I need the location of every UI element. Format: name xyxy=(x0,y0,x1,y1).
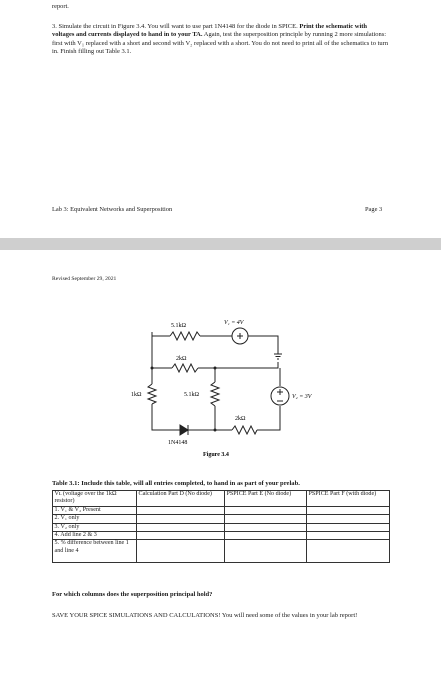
row-label: 1. V₁ & V₂ Present xyxy=(53,506,137,514)
row-label: 3. V₂ only xyxy=(53,523,137,531)
row-label: 4. Add line 2 & 3 xyxy=(53,532,137,540)
label-diode: 1N4148 xyxy=(168,440,188,446)
table-cell[interactable] xyxy=(225,515,307,523)
row-label: 2. V₁ only xyxy=(53,515,137,523)
question-text: For which columns does the superposition principal hold? xyxy=(52,591,213,598)
circuit-wires xyxy=(152,332,282,430)
header-cell: PSPICE Part E (No diode) xyxy=(225,491,307,507)
table-cell[interactable] xyxy=(225,532,307,540)
resistor-5k1-mid-symbol xyxy=(211,382,219,406)
diode-symbol xyxy=(180,425,188,435)
resistor-5k1-top-symbol xyxy=(170,332,200,340)
table-caption: Table 3.1: Include this table, will all entries completed, to hand in as part of your prelab. xyxy=(52,480,300,487)
table-row xyxy=(53,532,390,540)
footer-page-number: Page 3 xyxy=(365,206,383,213)
figure-caption: Figure 3.4 xyxy=(203,452,229,458)
header-cell: PSPICE Part F (with diode) xyxy=(307,491,390,507)
results-table xyxy=(52,490,390,563)
label-r-2k-upper: 2kΩ xyxy=(176,356,187,362)
save-note: SAVE YOUR SPICE SIMULATIONS AND CALCULATIONS! You will need some of the values in your lab report! xyxy=(52,612,358,619)
table-cell[interactable] xyxy=(137,515,225,523)
table-header-row xyxy=(53,491,390,507)
resistor-2k-lower-symbol xyxy=(232,426,257,434)
header-cell: Calculation Part D (No diode) xyxy=(137,491,225,507)
resistor-2k-upper-symbol xyxy=(172,364,198,372)
table-cell[interactable] xyxy=(225,523,307,531)
row-label: 5. % difference between line 1 and line 4 xyxy=(53,540,137,563)
resistor-1k-symbol xyxy=(148,384,156,404)
instruction-lead: 3. Simulate the circuit in Figure 3.4. You will want to use part 1N4148 for the diode in SPICE. xyxy=(52,23,298,30)
table-cell[interactable] xyxy=(307,515,390,523)
label-r-mid: 5.1kΩ xyxy=(184,392,199,398)
table-cell[interactable] xyxy=(137,540,225,563)
label-v1: V₁ = 4V xyxy=(224,320,244,326)
table-row xyxy=(53,523,390,531)
instruction-rest: Again, test the superposition principle by running 2 more simulations: first with V₁ replaced with a short and second with V₂ replaced with a short. You do not need to print all of the schematics to turn in. Finish filling out Table 3.1. xyxy=(52,31,389,56)
source-v1-symbol xyxy=(232,328,248,344)
label-r-2k-lower: 2kΩ xyxy=(235,416,246,422)
document-page-4 xyxy=(0,250,441,700)
table-row xyxy=(53,540,390,563)
table-cell[interactable] xyxy=(137,506,225,514)
header-cell: Vʟ (voltage over the 1kΩ resistor) xyxy=(53,491,137,507)
table-cell[interactable] xyxy=(307,540,390,563)
table-row xyxy=(53,506,390,514)
label-r-top: 5.1kΩ xyxy=(171,323,186,329)
table-cell[interactable] xyxy=(307,523,390,531)
source-v2-symbol xyxy=(271,387,289,405)
label-v2: V₂ = 3V xyxy=(292,394,312,400)
node-dots xyxy=(151,367,217,432)
page-separator xyxy=(0,238,441,250)
instruction-paragraph xyxy=(52,23,390,57)
table-cell[interactable] xyxy=(137,532,225,540)
instruction-bold: Print the schematic with voltages and currents displayed to hand in to your TA. xyxy=(52,23,368,39)
header-word: report. xyxy=(52,3,69,10)
table-cell[interactable] xyxy=(307,532,390,540)
label-r-1k: 1kΩ xyxy=(131,392,142,398)
table-cell[interactable] xyxy=(137,523,225,531)
table-cell[interactable] xyxy=(225,506,307,514)
table-cell[interactable] xyxy=(307,506,390,514)
footer-title: Lab 3: Equivalent Networks and Superposition xyxy=(52,206,173,213)
table-row xyxy=(53,515,390,523)
document-page-3 xyxy=(0,0,441,238)
circuit-figure xyxy=(0,250,441,470)
revised-date: Revised September 29, 2021 xyxy=(52,276,117,282)
table-cell[interactable] xyxy=(225,540,307,563)
